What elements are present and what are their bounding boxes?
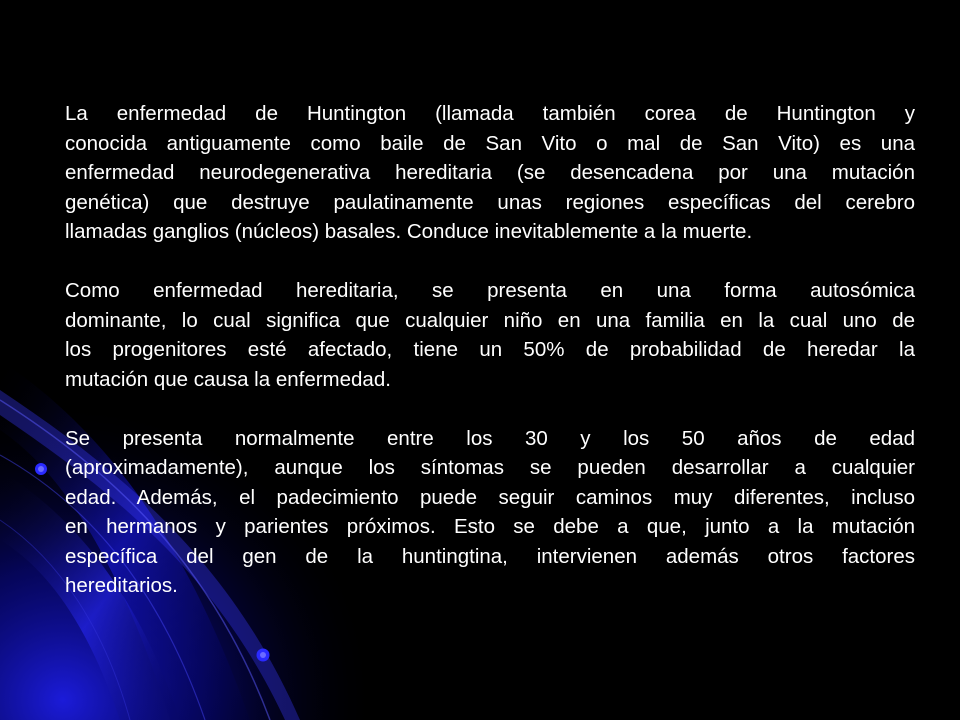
text-line: Se presenta normalmente entre los 30 y los 50 años de edad: [65, 426, 915, 450]
text-line: (aproximadamente), aunque los síntomas se pueden desarrollar a cualquier: [65, 456, 915, 479]
paragraph-3: [65, 424, 915, 601]
text-line: en hermanos y parientes próximos. Esto se debe a que, junto a la mutación: [65, 515, 915, 538]
bullet-dot-highlight-icon: [38, 466, 44, 472]
text-line: dominante, lo cual significa que cualquier niño en una familia en la cual uno de: [65, 308, 915, 332]
text-line: enfermedad neurodegenerativa hereditaria (se desencadena por una mutación: [65, 161, 915, 184]
text-line: edad. Además, el padecimiento puede seguir caminos muy diferentes, incluso: [65, 485, 915, 509]
paragraph-1: [65, 99, 915, 247]
text-line: genética) que destruye paulatinamente unas regiones específicas del cerebro: [65, 190, 915, 214]
text-line: llamadas ganglios (núcleos) basales. Conduce inevitablemente a la muerte.: [65, 220, 753, 243]
bullet-dot-highlight-icon: [260, 652, 266, 658]
text-line: conocida antiguamente como baile de San Vito o mal de San Vito) es una: [65, 131, 915, 155]
text-line: específica del gen de la huntingtina, intervienen además otros factores: [65, 544, 915, 568]
text-line: mutación que causa la enfermedad.: [65, 367, 391, 391]
text-line: Como enfermedad hereditaria, se presenta en una forma autosómica: [65, 279, 915, 302]
text-line: hereditarios.: [65, 574, 178, 597]
paragraph-2: [65, 276, 915, 394]
text-line: La enfermedad de Huntington (llamada también corea de Huntington y: [65, 102, 915, 125]
slide-body-text: [65, 99, 915, 601]
text-line: los progenitores esté afectado, tiene un 50% de probabilidad de heredar la: [65, 338, 915, 361]
